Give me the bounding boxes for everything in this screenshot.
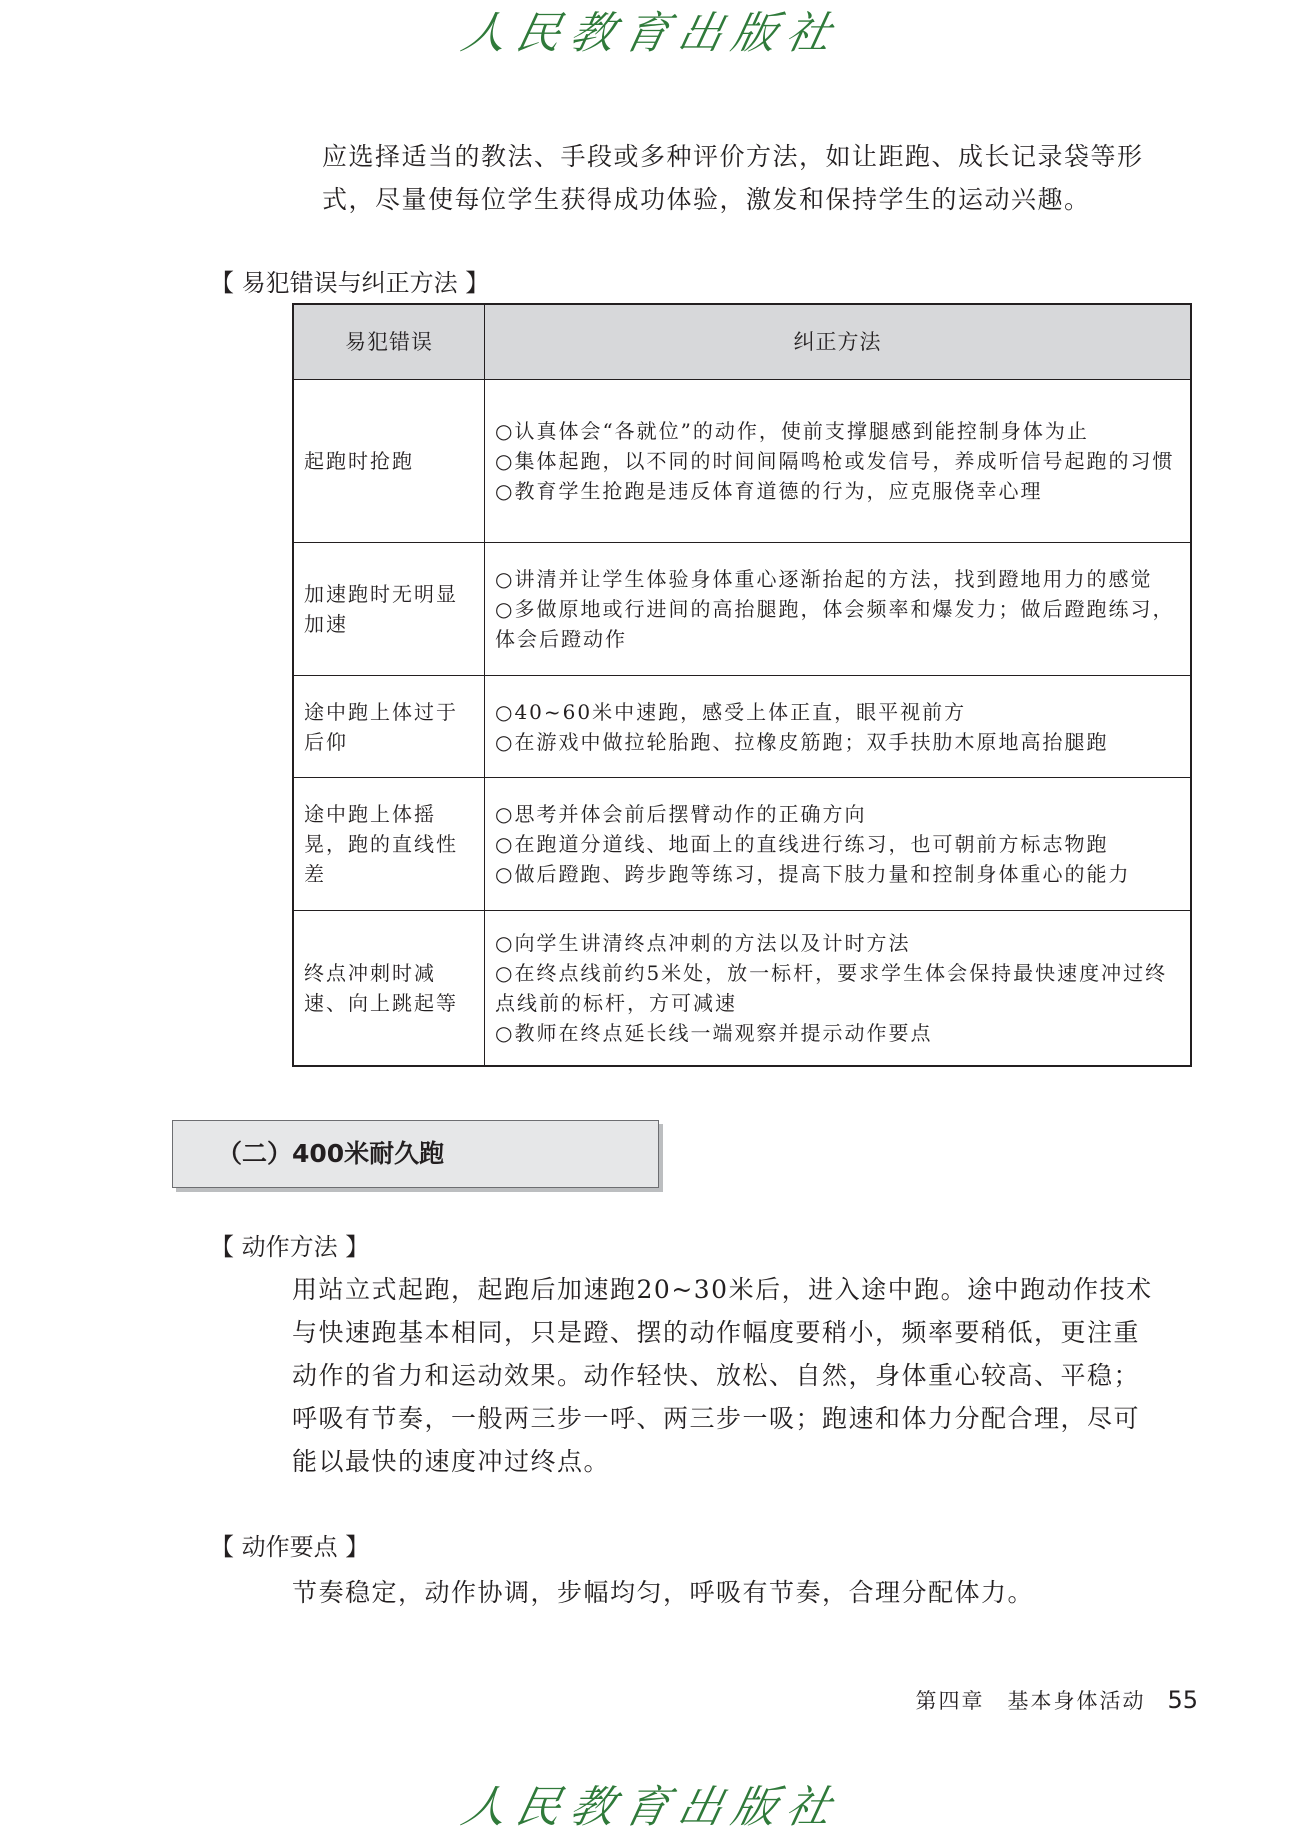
table-row	[293, 543, 1191, 676]
method-cell	[485, 911, 1192, 1066]
method-cell	[485, 778, 1192, 911]
action-method-label: 【 动作方法 】	[210, 1233, 370, 1261]
intro-line: 应选择适当的教法、手段或多种评价方法，如让距跑、成长记录袋等形	[322, 142, 1144, 171]
method-item: ○40~60米中速跑，感受上体正直，眼平视前方	[495, 699, 967, 724]
action-method-body	[292, 1268, 1202, 1483]
method-cell	[485, 543, 1192, 676]
errors-table	[292, 303, 1192, 1067]
action-points-label: 【 动作要点 】	[210, 1533, 370, 1561]
error-cell: 起跑时抢跑	[293, 380, 485, 543]
body-line: 与快速跑基本相同，只是蹬、摆的动作幅度要稍小，频率要稍低，更注重	[292, 1318, 1141, 1347]
body-line: 用站立式起跑，起跑后加速跑20~30米后，进入途中跑。途中跑动作技术	[292, 1275, 1153, 1304]
intro-paragraph	[322, 135, 1202, 221]
method-cell	[485, 380, 1192, 543]
subsection-heading: （二）400米耐久跑	[172, 1120, 659, 1188]
chapter-title: 第四章 基本身体活动	[915, 1689, 1146, 1713]
error-cell: 途中跑上体过于后仰	[293, 676, 485, 778]
table-header-row	[293, 304, 1191, 380]
action-points-body: 节奏稳定，动作协调，步幅均匀，呼吸有节奏，合理分配体力。	[292, 1578, 1035, 1607]
method-item: ○教育学生抢跑是违反体育道德的行为，应克服侥幸心理	[495, 479, 1043, 503]
error-cell: 加速跑时无明显加速	[293, 543, 485, 676]
method-item: ○在终点线前约5米处，放一标杆，要求学生体会保持最快速度冲过终点线前的标杆，方可减速	[495, 960, 1168, 1015]
method-cell	[485, 676, 1192, 778]
body-line: 呼吸有节奏，一般两三步一呼、两三步一吸；跑速和体力分配合理，尽可	[292, 1404, 1141, 1433]
method-item: ○向学生讲清终点冲刺的方法以及计时方法	[495, 930, 911, 955]
method-item: ○思考并体会前后摆臂动作的正确方向	[495, 802, 867, 826]
method-item: ○多做原地或行进间的高抬腿跑，体会频率和爆发力；做后蹬跑练习，体会后蹬动作	[495, 597, 1175, 651]
page-number: 55	[1167, 1686, 1198, 1714]
body-line: 动作的省力和运动效果。动作轻快、放松、自然，身体重心较高、平稳；	[292, 1361, 1141, 1390]
method-item: ○在游戏中做拉轮胎跑、拉橡皮筋跑；双手扶肋木原地高抬腿跑	[495, 729, 1109, 754]
intro-line: 式，尽量使每位学生获得成功体验，激发和保持学生的运动兴趣。	[322, 185, 1091, 214]
header-method: 纠正方法	[485, 304, 1192, 380]
publisher-logo-bottom: 人民教育出版社	[457, 1782, 847, 1833]
method-item: ○做后蹬跑、跨步跑等练习，提高下肢力量和控制身体重心的能力	[495, 862, 1131, 886]
header-error: 易犯错误	[293, 304, 485, 380]
method-item: ○教师在终点延长线一端观察并提示动作要点	[495, 1020, 933, 1045]
method-item: ○认真体会“各就位”的动作，使前支撑腿感到能控制身体为止	[495, 419, 1089, 443]
error-cell: 终点冲刺时减速、向上跳起等	[293, 911, 485, 1066]
table-row	[293, 911, 1191, 1066]
errors-section-label: 【 易犯错误与纠正方法 】	[210, 269, 490, 297]
table-row	[293, 380, 1191, 543]
page-footer	[915, 1685, 1198, 1715]
error-cell: 途中跑上体摇晃，跑的直线性差	[293, 778, 485, 911]
method-item: ○在跑道分道线、地面上的直线进行练习，也可朝前方标志物跑	[495, 832, 1109, 856]
table-row	[293, 778, 1191, 911]
publisher-logo-top: 人民教育出版社	[457, 8, 847, 59]
method-item: ○讲清并让学生体验身体重心逐渐抬起的方法，找到蹬地用力的感觉	[495, 567, 1153, 591]
body-line: 能以最快的速度冲过终点。	[292, 1447, 611, 1476]
method-item: ○集体起跑，以不同的时间间隔鸣枪或发信号，养成听信号起跑的习惯	[495, 449, 1175, 473]
table-row	[293, 676, 1191, 778]
